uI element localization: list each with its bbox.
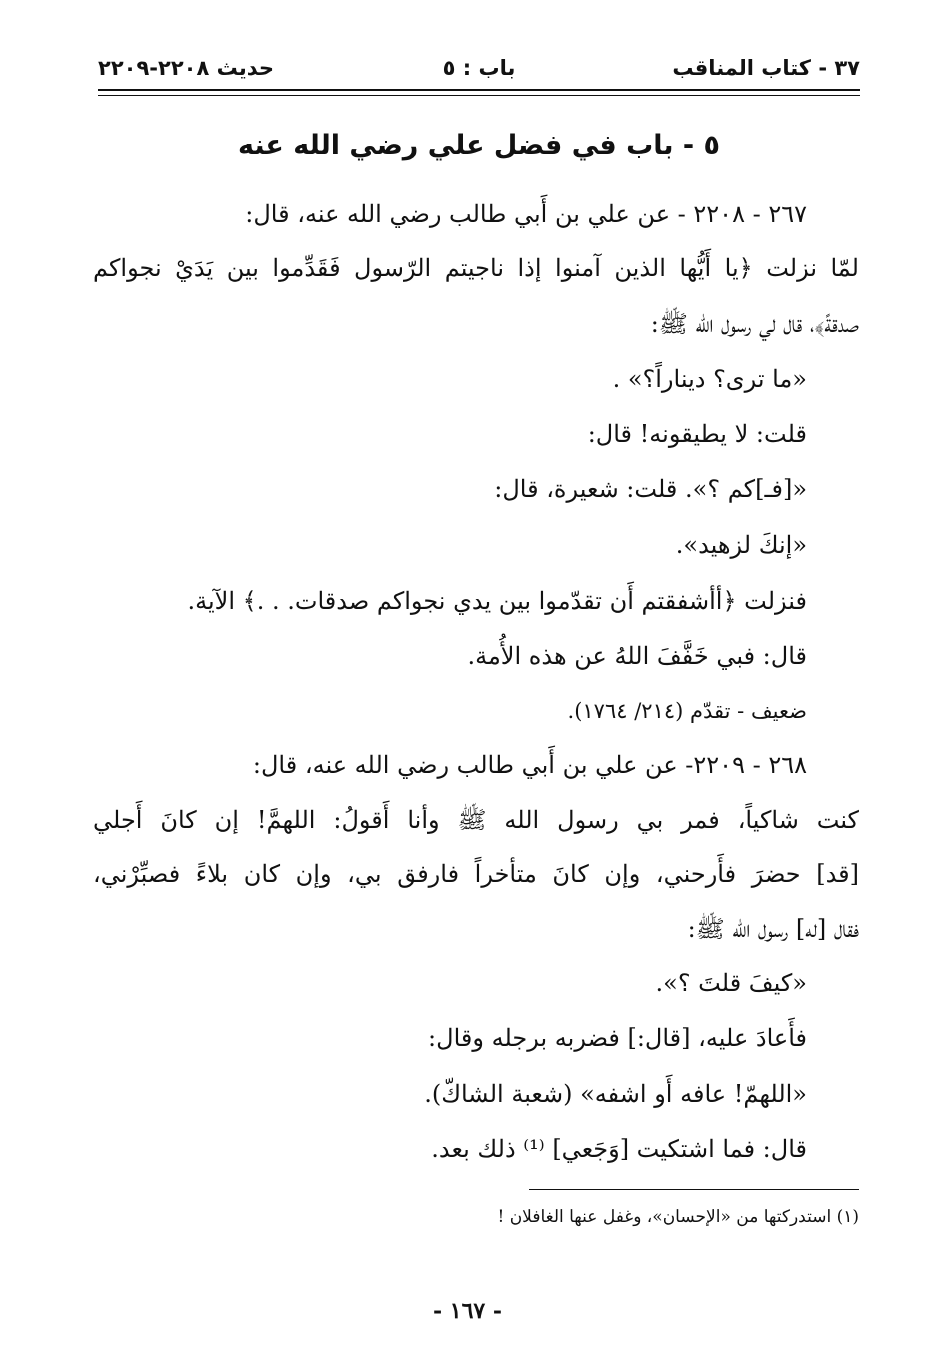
text-line: قلت: لا يطيقونه! قال:: [587, 420, 807, 448]
text-line: كنت شاكياً، فمر بي رسول الله ﷺ وأنا أَقولُ: اللهمَّ! إن كانَ أَجلي: [93, 806, 859, 834]
page-number: - ١٦٧ -: [432, 1298, 503, 1324]
text-line: قال: فما اشتكيت [وَجَعي] ⁽¹⁾ ذلك بعد.: [431, 1135, 807, 1163]
text-line: فقال [له] رسول الله ﷺ:: [687, 915, 859, 943]
text-line: لمّا نزلت ﴿يا أَيُّها الذين آمنوا إذا ناجيتم الرّسول فَقَدِّموا بين يَدَيْ نجواكم: [93, 254, 859, 282]
text-line: ٢٦٧ - ٢٢٠٨ - عن علي بن أَبي طالب رضي الله عنه، قال:: [245, 200, 807, 228]
header-section: باب : ٥: [442, 56, 516, 80]
text-line: صدقةً﴾، قال لي رسول الله ﷺ:: [650, 310, 859, 338]
text-line: ٢٦٨ - ٢٢٠٩- عن علي بن أَبي طالب رضي الله عنه، قال:: [252, 751, 807, 779]
text-line: قال: فبي خَفَّفَ اللهُ عن هذه الأُمة.: [467, 642, 807, 670]
text-line: «إنكَ لزهيد».: [675, 531, 807, 559]
grading-note: ضعيف - تقدّم (٢١٤/ ١٧٦٤).: [567, 699, 807, 723]
text-line: [قد] حضرَ فأَرحني، وإن كانَ متأخراً فارفق بي، وإن كان بلاءً فصبِّرْني،: [93, 860, 860, 888]
text-line: فنزلت ﴿أأشفقتم أَن تقدّموا بين يدي نجواكم صدقات. . .﴾ الآية.: [187, 587, 807, 615]
header-chapter: ٣٧ - كتاب المناقب: [672, 56, 860, 80]
running-header: [98, 48, 860, 88]
text-line: «ما ترى؟ ديناراً؟» .: [612, 365, 807, 393]
chapter-title: ٥ - باب في فضل علي رضي الله عنه: [237, 130, 721, 161]
text-line: «[فـ]كم ؟». قلت: شعيرة، قال:: [494, 475, 807, 503]
footnote-rule: [529, 1189, 859, 1190]
text-line: «اللهمّ! عافه أَو اشفه» (شعبة الشاكّ).: [424, 1080, 807, 1108]
text-line: «كيفَ قلتَ ؟».: [655, 969, 807, 997]
header-hadith-range: حديث ٢٢٠٨-٢٢٠٩: [98, 56, 274, 80]
header-rule-thin: [98, 95, 860, 96]
text-line: فأَعادَ عليه، [قال:] فضربه برجله وقال:: [428, 1024, 807, 1052]
footnote: (١) استدركتها من «الإحسان»، وغفل عنها الغافلان !: [497, 1207, 859, 1227]
header-rule-thick: [98, 89, 860, 91]
